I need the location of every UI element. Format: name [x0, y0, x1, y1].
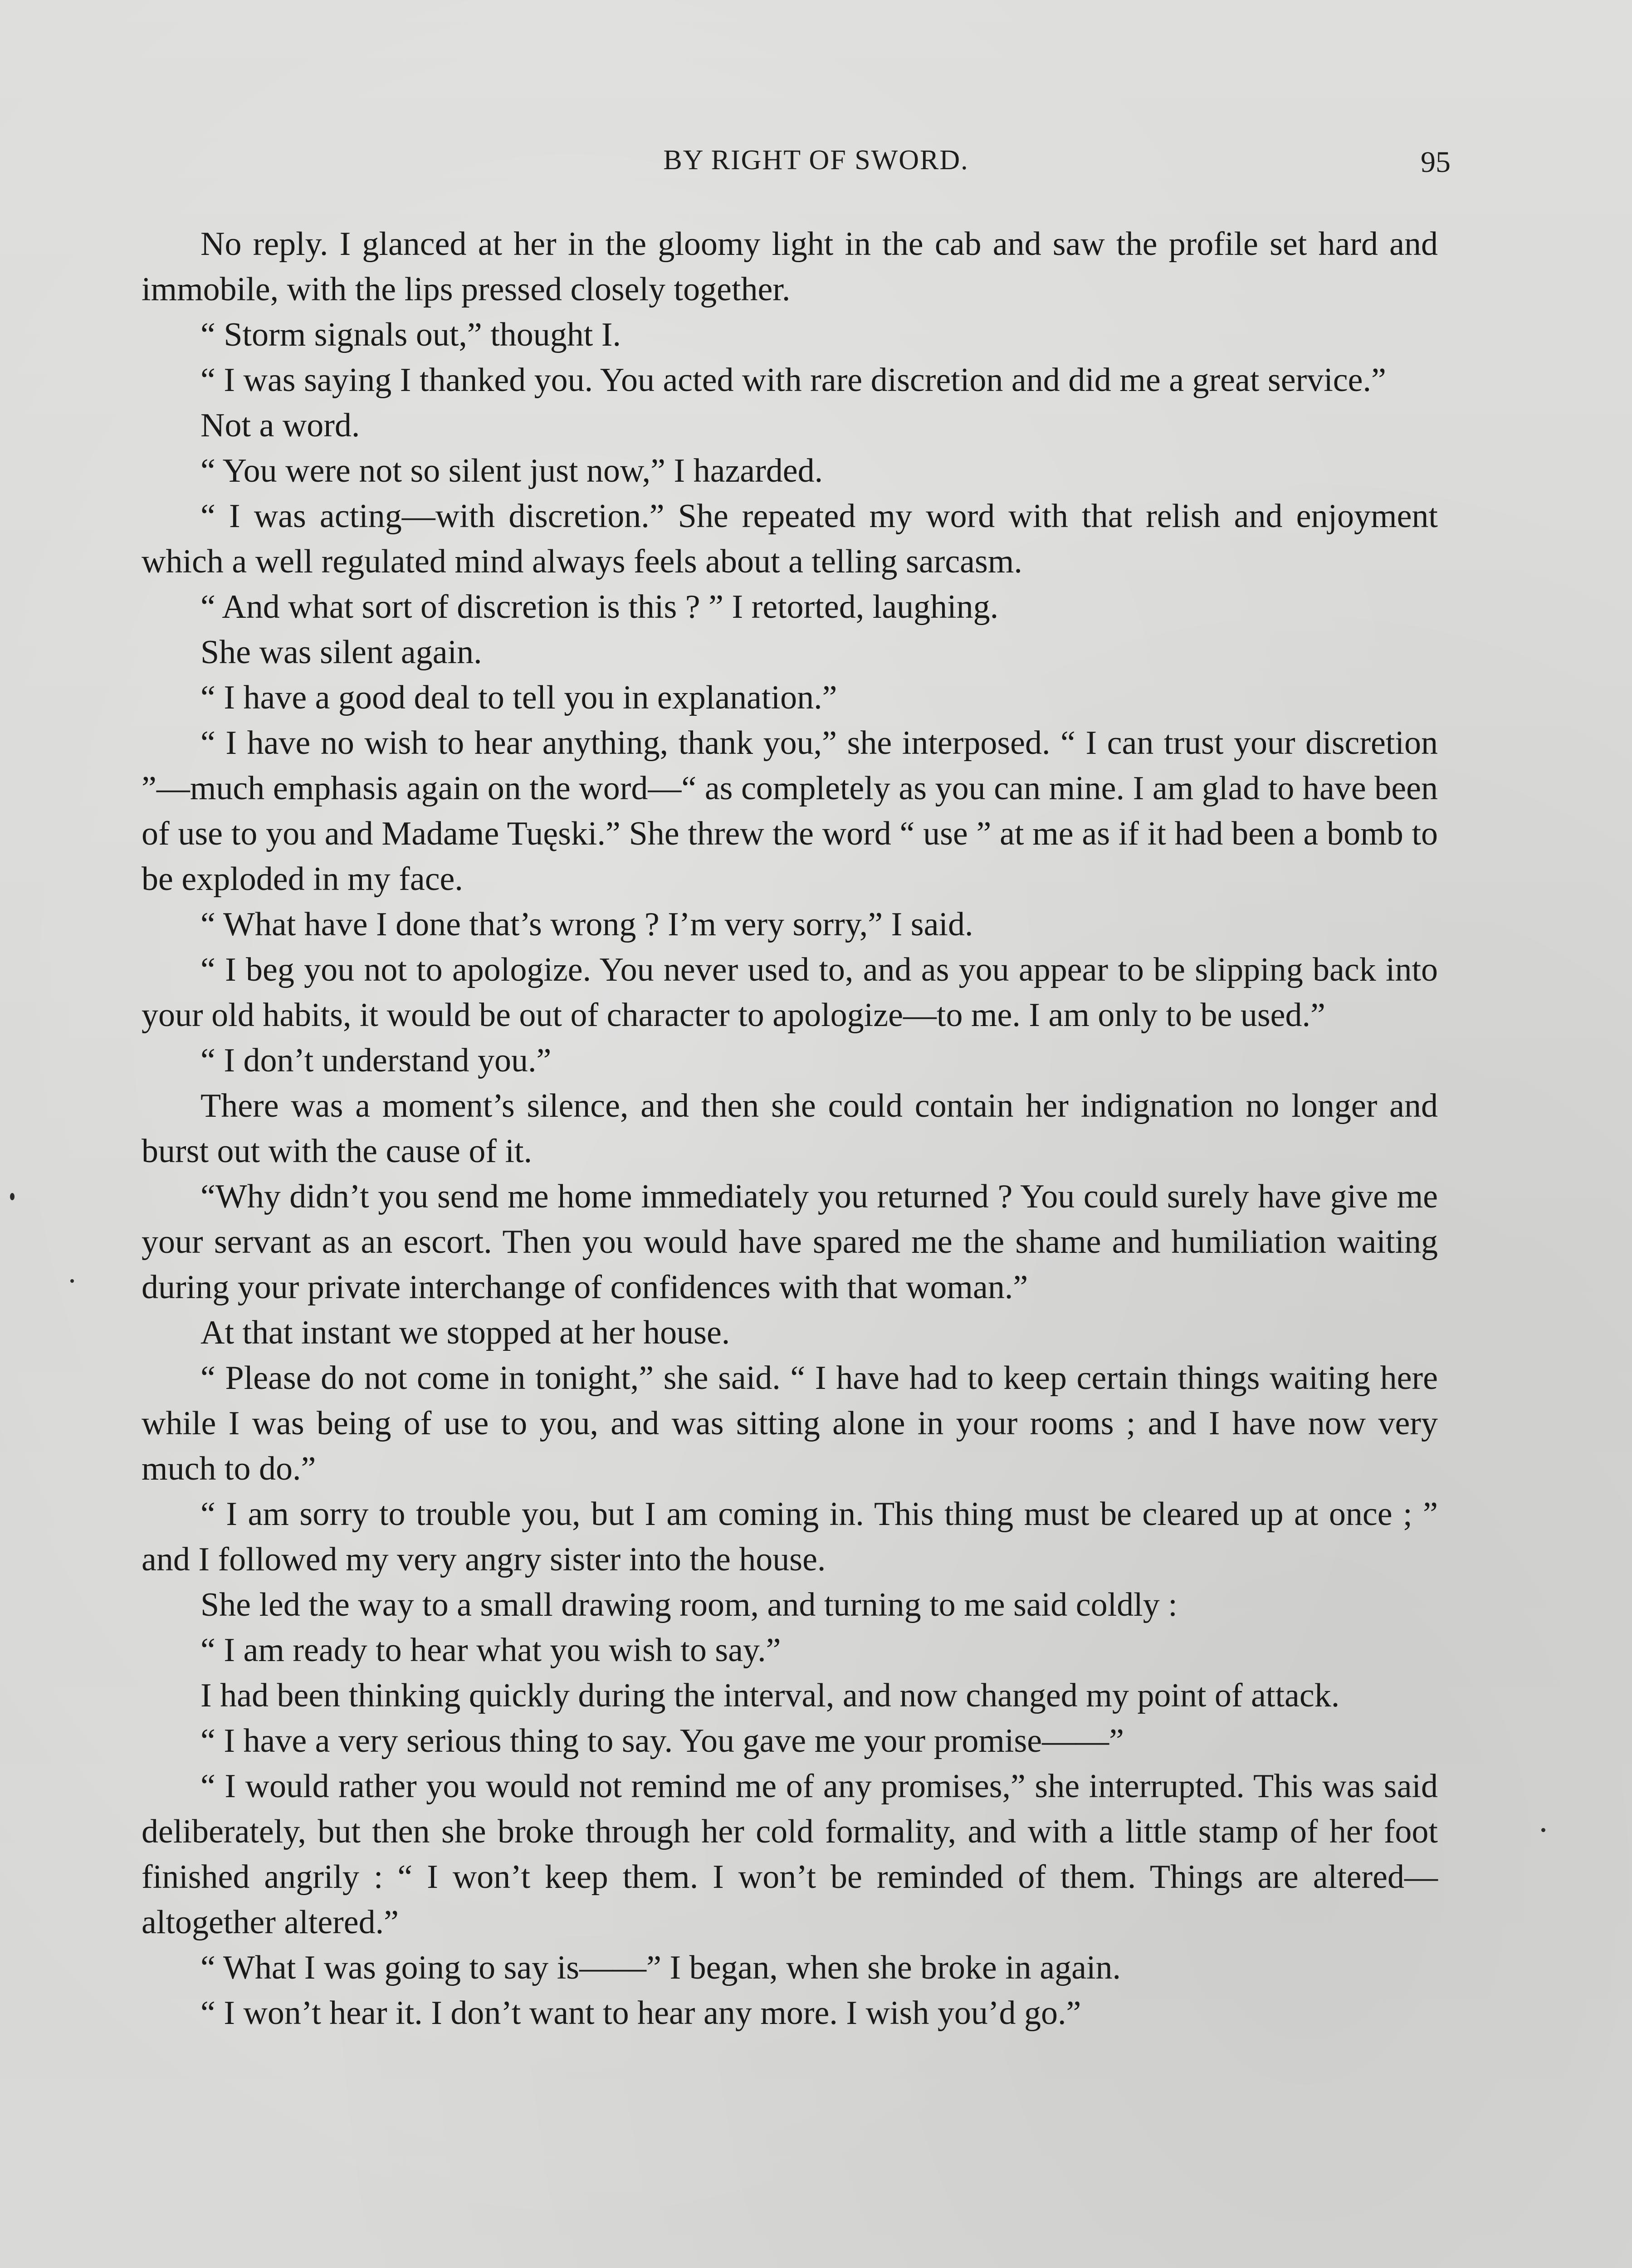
body-text — [142, 221, 1438, 2036]
paragraph: “ What have I done that’s wrong ? I’m very sorry,” I said. — [200, 906, 973, 943]
running-header — [0, 144, 1632, 194]
page-number: 95 — [1421, 146, 1451, 179]
paragraph: “ I was acting—with discretion.” She repeated my word with that relish and enjoyment which a well regulated mind always feels about a telling sarcasm. — [142, 498, 1438, 580]
paragraph: “ Storm signals out,” thought I. — [200, 316, 621, 353]
ink-speck — [10, 1193, 15, 1200]
paragraph: “ I won’t hear it. I don’t want to hear any more. I wish you’d go.” — [200, 1994, 1081, 2032]
paragraph: “ I have a very serious thing to say. You gave me your promise——” — [200, 1722, 1124, 1760]
paragraph: “ And what sort of discretion is this ? ” I retorted, laughing. — [200, 588, 999, 626]
ink-speck — [70, 1279, 74, 1283]
ink-speck — [1541, 1828, 1545, 1832]
running-title: BY RIGHT OF SWORD. — [663, 145, 969, 176]
paragraph: “ You were not so silent just now,” I hazarded. — [200, 452, 823, 489]
paragraph: No reply. I glanced at her in the gloomy light in the cab and saw the profile set hard and immobile, with the lips pressed closely together. — [142, 225, 1438, 308]
paragraph: “ I am ready to hear what you wish to say.” — [200, 1632, 781, 1669]
paragraph: “ What I was going to say is——” I began, when she broke in again. — [200, 1949, 1121, 1986]
paragraph: Not a word. — [200, 407, 360, 444]
paragraph: I had been thinking quickly during the interval, and now changed my point of attack. — [200, 1677, 1340, 1714]
paragraph: “ I have a good deal to tell you in explanation.” — [200, 679, 837, 716]
paragraph: “Why didn’t you send me home immediately you returned ? You could surely have give me your servant as an escort. Then you would have spared me the shame and humiliation waiting during your private interchange of confidences with that woman.” — [142, 1178, 1438, 1306]
paragraph: “ I would rather you would not remind me of any promises,” she interrupted. This was said deliberately, but then she broke through her cold formality, and with a little stamp of her foot finished angrily : “ I won’t keep them. I won’t be reminded of them. Things are altered—altogether altered.” — [142, 1768, 1438, 1941]
paragraph: “ I was saying I thanked you. You acted with rare discretion and did me a great service.” — [200, 362, 1386, 399]
paragraph: “ I have no wish to hear anything, thank you,” she interposed. “ I can trust your discretion ”—much emphasis again on the word—“ as completely as you can mine. I am glad to have been of use to you and Madame Tuęski.” She threw the word “ use ” at me as if it had been a bomb to be exploded in my face. — [142, 724, 1438, 898]
paragraph: “ I beg you not to apologize. You never used to, and as you appear to be slipping back into your old habits, it would be out of character to apologize—to me. I am only to be used.” — [142, 951, 1438, 1034]
paragraph: “ Please do not come in tonight,” she said. “ I have had to keep certain things waiting here while I was being of use to you, and was sitting alone in your rooms ; and I have now very much to do.” — [142, 1359, 1438, 1487]
paragraph: She led the way to a small drawing room, and turning to me said coldly : — [200, 1586, 1178, 1623]
paragraph: “ I don’t understand you.” — [200, 1042, 552, 1079]
paragraph: There was a moment’s silence, and then she could contain her indignation no longer and burst out with the cause of it. — [142, 1087, 1438, 1170]
paragraph: She was silent again. — [200, 634, 482, 671]
paragraph: “ I am sorry to trouble you, but I am coming in. This thing must be cleared up at once ; ” and I followed my very angry sister into the house. — [142, 1496, 1438, 1578]
paragraph: At that instant we stopped at her house. — [200, 1314, 730, 1351]
